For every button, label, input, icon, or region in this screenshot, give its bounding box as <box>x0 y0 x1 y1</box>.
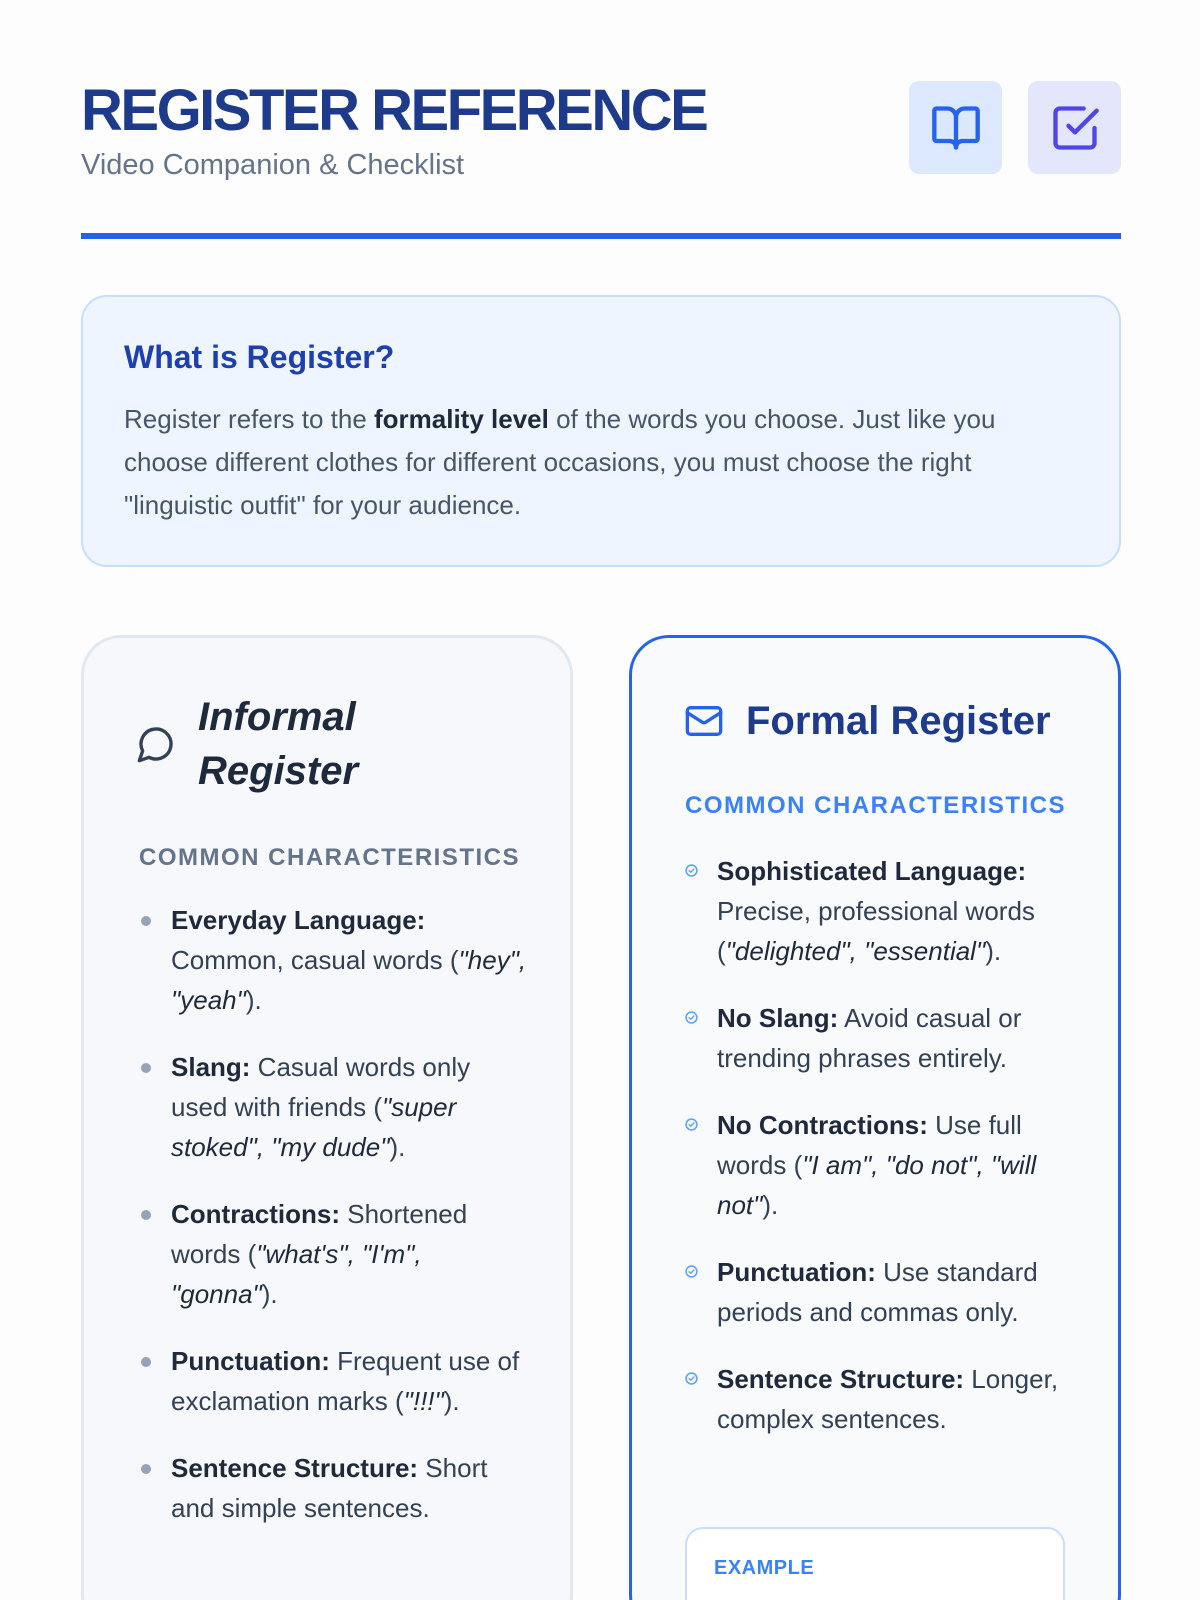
formal-card <box>629 635 1121 1600</box>
item-term: Slang: <box>171 1052 251 1082</box>
formal-title: Formal Register <box>746 699 1051 743</box>
formal-list <box>685 851 1075 1466</box>
item-end: ). <box>389 1132 406 1162</box>
check-circle-icon <box>685 1265 698 1278</box>
list-item <box>685 1359 1075 1439</box>
item-term: Sentence Structure: <box>171 1453 419 1483</box>
list-item <box>685 851 1075 971</box>
check-circle-icon <box>685 1118 698 1131</box>
informal-card-header <box>136 690 438 798</box>
intro-box <box>81 295 1121 567</box>
item-text: Casual words only used with friends ( <box>171 1052 471 1122</box>
item-example: "delighted", "essential" <box>725 936 986 966</box>
item-text: Use standard periods and commas only. <box>717 1257 1038 1327</box>
intro-text-bold: formality level <box>374 404 549 434</box>
list-item <box>139 900 529 1020</box>
item-term: Punctuation: <box>171 1346 330 1376</box>
item-example: "!!!" <box>403 1386 444 1416</box>
envelope-icon <box>684 701 724 741</box>
item-example: "super stoked", "my dude" <box>171 1092 457 1162</box>
formal-section-label: COMMON CHARACTERISTICS <box>685 792 1066 819</box>
check-circle-icon <box>685 864 698 877</box>
list-item <box>139 1448 529 1528</box>
list-item <box>139 1194 529 1314</box>
item-term: Contractions: <box>171 1199 340 1229</box>
item-term: Sophisticated Language: <box>717 856 1027 886</box>
bullet-dot-icon <box>141 1357 151 1367</box>
list-item <box>139 1047 529 1167</box>
item-text: Common, casual words ( <box>171 945 459 975</box>
item-end: ). <box>443 1386 460 1416</box>
informal-title: Informal Register <box>198 695 359 793</box>
list-item <box>139 1341 529 1421</box>
example-label: EXAMPLE <box>714 1557 815 1579</box>
bullet-dot-icon <box>141 1210 151 1220</box>
item-text: Longer, complex sentences. <box>717 1364 1059 1434</box>
item-text: Use full words ( <box>717 1110 1022 1180</box>
checklist-button[interactable] <box>1028 81 1121 174</box>
intro-text-start: Register refers to the <box>124 404 374 434</box>
intro-text-end: of the words you choose. Just like you choose different clothes for different occasions, you must choose the right "linguistic outfit" for your audience. <box>124 404 996 520</box>
item-example: "what's", "I'm", "gonna" <box>171 1239 422 1309</box>
book-button[interactable] <box>909 81 1002 174</box>
formal-card-header <box>684 694 1051 748</box>
example-box <box>685 1527 1065 1600</box>
item-text: Shortened words ( <box>171 1199 468 1269</box>
item-text: Avoid casual or trending phrases entirely. <box>717 1003 1022 1073</box>
item-end: ). <box>245 985 262 1015</box>
item-text: Precise, professional words ( <box>717 896 1035 966</box>
item-term: Punctuation: <box>717 1257 876 1287</box>
checkbox-icon <box>1049 102 1101 154</box>
header <box>81 78 1121 182</box>
informal-section-label: COMMON CHARACTERISTICS <box>139 844 520 871</box>
informal-list <box>139 900 529 1555</box>
item-term: Sentence Structure: <box>717 1364 965 1394</box>
page-title: REGISTER REFERENCE <box>81 78 707 143</box>
item-term: No Slang: <box>717 1003 839 1033</box>
intro-text <box>124 398 1084 527</box>
item-text: Frequent use of exclamation marks ( <box>171 1346 520 1416</box>
list-item <box>685 1252 1075 1332</box>
check-circle-icon <box>685 1011 698 1024</box>
page-subtitle: Video Companion & Checklist <box>81 149 465 181</box>
book-open-icon <box>930 102 982 154</box>
check-circle-icon <box>685 1372 698 1385</box>
intro-title: What is Register? <box>124 339 395 375</box>
item-end: ). <box>985 936 1002 966</box>
item-term: Everyday Language: <box>171 905 426 935</box>
list-item <box>685 998 1075 1078</box>
bullet-dot-icon <box>141 916 151 926</box>
item-end: ). <box>261 1279 278 1309</box>
item-example: "I am", "do not", "will not" <box>717 1150 1037 1220</box>
item-text: Short and simple sentences. <box>171 1453 488 1523</box>
list-item <box>685 1105 1075 1225</box>
item-example: "hey", "yeah" <box>171 945 527 1015</box>
header-divider <box>81 233 1121 239</box>
item-term: No Contractions: <box>717 1110 928 1140</box>
item-end: ). <box>762 1190 779 1220</box>
bullet-dot-icon <box>141 1063 151 1073</box>
chat-bubble-icon <box>136 724 176 764</box>
bullet-dot-icon <box>141 1464 151 1474</box>
informal-card <box>81 635 573 1600</box>
